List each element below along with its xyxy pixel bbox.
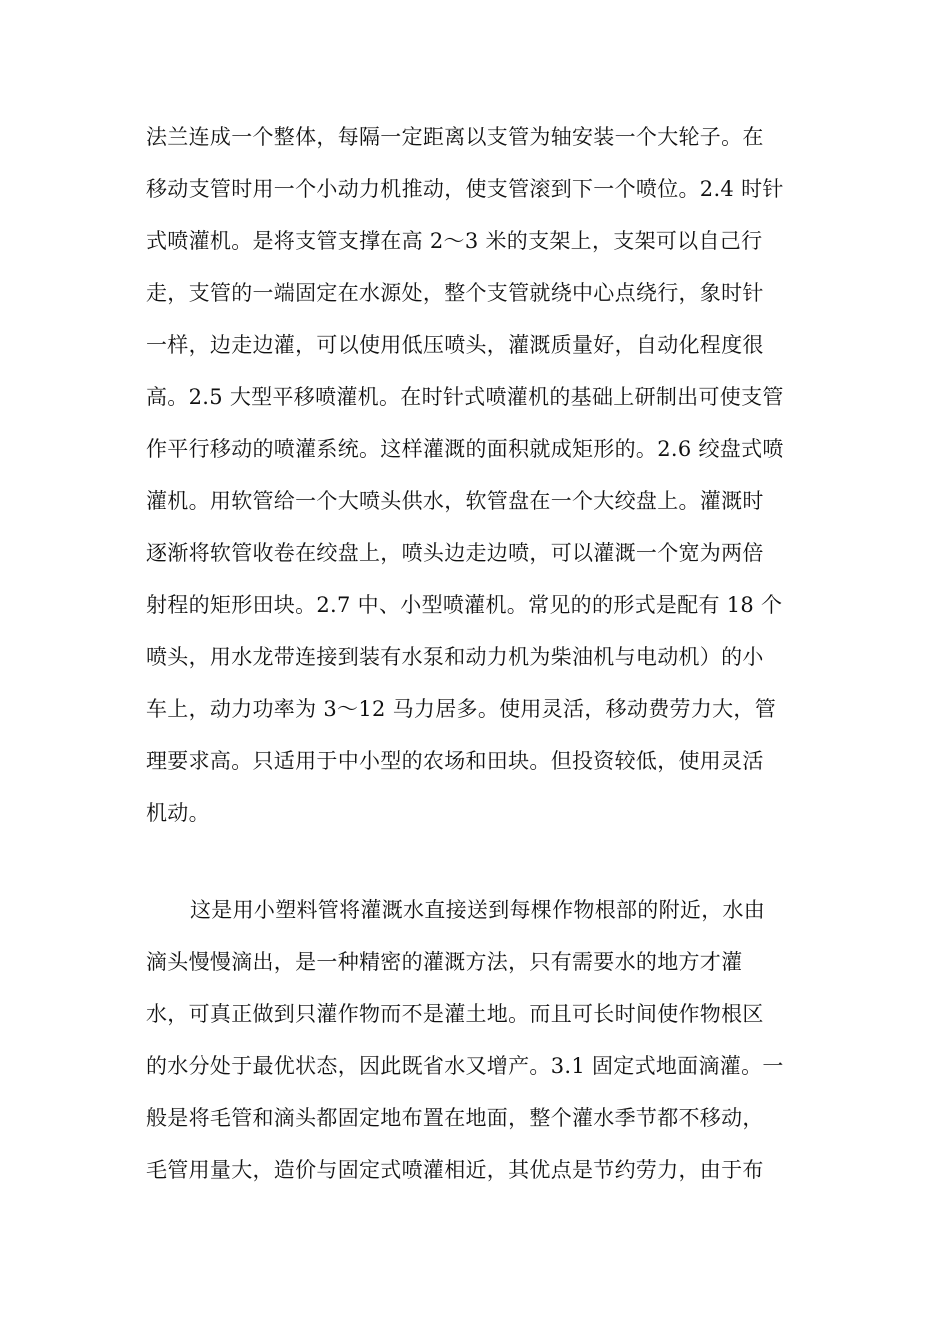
text-line: 机动。 [146, 801, 210, 825]
text-line: 走，支管的一端固定在水源处，整个支管就绕中心点绕行，象时针 [146, 281, 764, 305]
text-line: 水，可真正做到只灌作物而不是灌土地。而且可长时间使作物根区 [146, 1002, 764, 1026]
text-line: 般是将毛管和滴头都固定地布置在地面，整个灌水季节都不移动， [146, 1106, 764, 1130]
paragraph-sprinkler-machines [146, 111, 806, 839]
text-line: 毛管用量大，造价与固定式喷灌相近，其优点是节约劳力，由于布 [146, 1158, 764, 1182]
text-line: 车上，动力功率为 3～12 马力居多。使用灵活，移动费劳力大，管 [146, 697, 777, 721]
text-line: 理要求高。只适用于中小型的农场和田块。但投资较低，使用灵活 [146, 749, 764, 773]
text-line: 作平行移动的喷灌系统。这样灌溉的面积就成矩形的。2.6 绞盘式喷 [146, 437, 784, 461]
text-line: 式喷灌机。是将支管支撑在高 2～3 米的支架上，支架可以自己行 [146, 229, 763, 253]
text-line: 一样，边走边灌，可以使用低压喷头，灌溉质量好，自动化程度很 [146, 333, 764, 357]
text-line: 移动支管时用一个小动力机推动，使支管滚到下一个喷位。2.4 时针 [146, 177, 784, 201]
text-line: 法兰连成一个整体，每隔一定距离以支管为轴安装一个大轮子。在 [146, 125, 764, 149]
section-heading-drip-irrigation [146, 832, 806, 884]
text-line: 喷头，用水龙带连接到装有水泵和动力机为柴油机与电动机）的小 [146, 645, 764, 669]
section-heading-text [146, 832, 806, 884]
text-line: 的水分处于最优状态，因此既省水又增产。3.1 固定式地面滴灌。一 [146, 1054, 784, 1078]
text-line: 射程的矩形田块。2.7 中、小型喷灌机。常见的的形式是配有 18 个 [146, 593, 783, 617]
text-line: 逐渐将软管收卷在绞盘上，喷头边走边喷，可以灌溉一个宽为两倍 [146, 541, 764, 565]
paragraph-drip-irrigation [146, 884, 806, 1196]
text-line: 高。2.5 大型平移喷灌机。在时针式喷灌机的基础上研制出可使支管 [146, 385, 784, 409]
text-line: 滴头慢慢滴出，是一种精密的灌溉方法，只有需要水的地方才灌 [146, 950, 743, 974]
text-line: 这是用小塑料管将灌溉水直接送到每棵作物根部的附近，水由 [190, 898, 766, 922]
text-line: 灌机。用软管给一个大喷头供水，软管盘在一个大绞盘上。灌溉时 [146, 489, 764, 513]
